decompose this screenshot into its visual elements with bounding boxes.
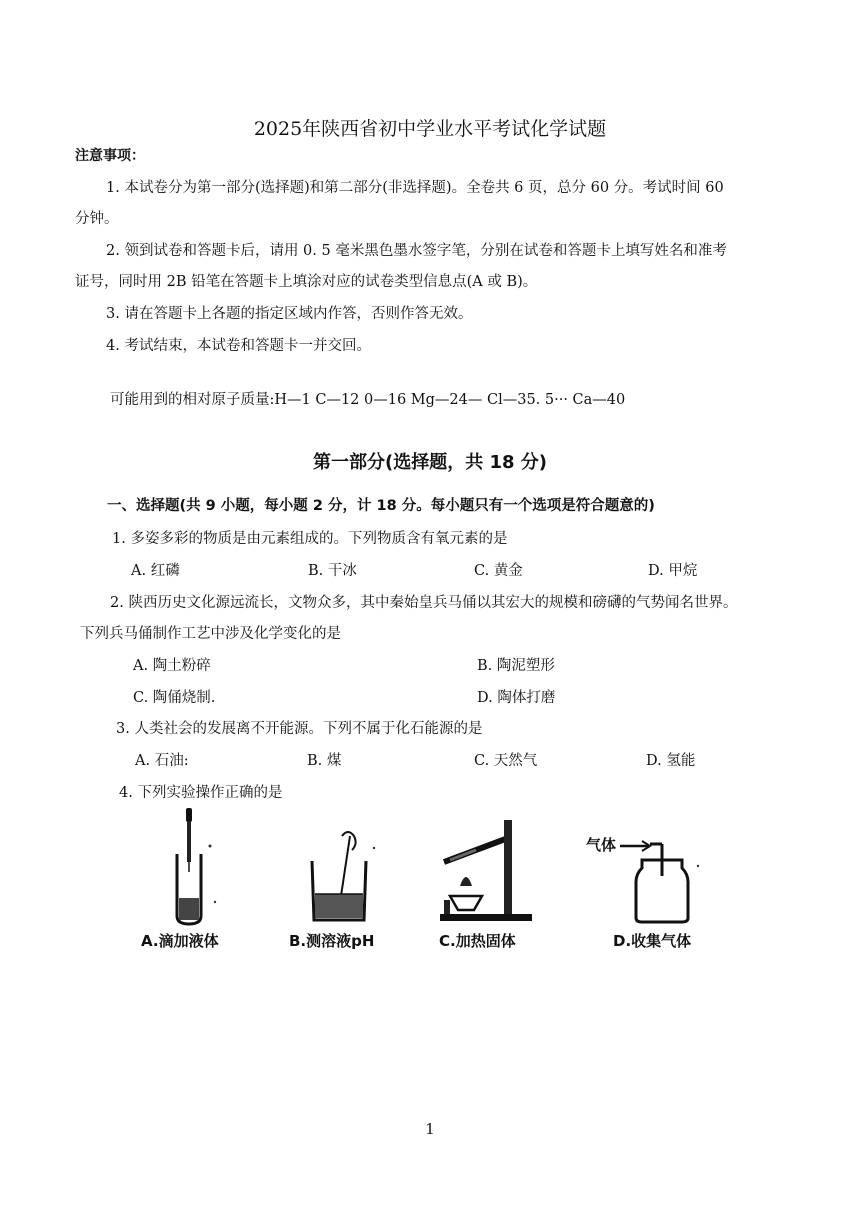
fig-caption-a: A.滴加液体 [141,932,219,950]
part-1-title: 第一部分(选择题，共 18 分) [312,452,548,473]
q1-option-b: B. 干冰 [308,563,357,579]
note-item-3: 3. 请在答题卡上各题的指定区域内作答，否则作答无效。 [106,306,473,322]
q1-option-d: D. 甲烷 [648,563,698,579]
q2-stem-line-1: 2. 陕西历史文化源远流长，文物众多，其中秦始皇兵马俑以其宏大的规模和磅礴的气势闻名世界。 [110,595,738,611]
note-item-2-line-1: 2. 领到试卷和答题卡后，请用 0. 5 毫米黑色墨水签字笔，分别在试卷和答题卡上填写姓名和准考 [106,243,727,259]
section-1-header: 一、选择题(共 9 小题，每小题 2 分，计 18 分。每小题只有一个选项是符合题意的) [107,498,655,514]
fig-caption-d: D.收集气体 [613,932,692,950]
q4-stem: 4. 下列实验操作正确的是 [119,785,283,801]
dropper-test-tube-figure [165,806,225,926]
q3-option-b: B. 煤 [307,753,342,769]
q2-option-b: B. 陶泥塑形 [477,658,555,674]
q1-option-a: A. 红磷 [131,563,180,579]
q1-option-c: C. 黄金 [474,563,523,579]
note-item-2-line-2: 证号，同时用 2B 铅笔在答题卡上填涂对应的试卷类型信息点(A 或 B)。 [75,274,538,290]
note-item-4: 4. 考试结束，本试卷和答题卡一并交回。 [106,338,371,354]
exam-title: 2025年陕西省初中学业水平考试化学试题 [253,118,607,140]
q3-option-c: C. 天然气 [474,753,538,769]
q2-option-a: A. 陶土粉碎 [133,658,211,674]
fig-caption-c: C.加热固体 [439,932,516,950]
fig-caption-b: B.测溶液pH [289,932,375,950]
heating-solid-figure [436,806,536,926]
gas-label: 气体 [586,836,617,854]
note-item-1-line-1: 1. 本试卷分为第一部分(选择题)和第二部分(非选择题)。全卷共 6 页，总分 60 分。考试时间 60 [106,180,724,196]
q1-stem: 1. 多姿多彩的物质是由元素组成的。下列物质含有氧元素的是 [112,531,508,547]
q3-stem: 3. 人类社会的发展离不开能源。下列不属于化石能源的是 [116,721,483,737]
q3-option-a: A. 石油: [135,753,189,769]
note-item-1-line-2: 分钟。 [75,211,119,227]
q3-option-d: D. 氢能 [646,753,696,769]
q2-stem-line-2: 下列兵马俑制作工艺中涉及化学变化的是 [80,626,341,642]
page-number: 1 [425,1120,435,1138]
atomic-masses: 可能用到的相对原子质量:H—1 C—12 0—16 Mg—24— Cl—35. 5··· Ca—40 [110,392,626,408]
q2-option-d: D. 陶体打磨 [477,690,556,706]
gas-collection-figure [586,806,706,926]
beaker-ph-figure [302,806,382,926]
notes-heading: 注意事项： [75,148,145,164]
q2-option-c: C. 陶俑烧制. [133,690,216,706]
